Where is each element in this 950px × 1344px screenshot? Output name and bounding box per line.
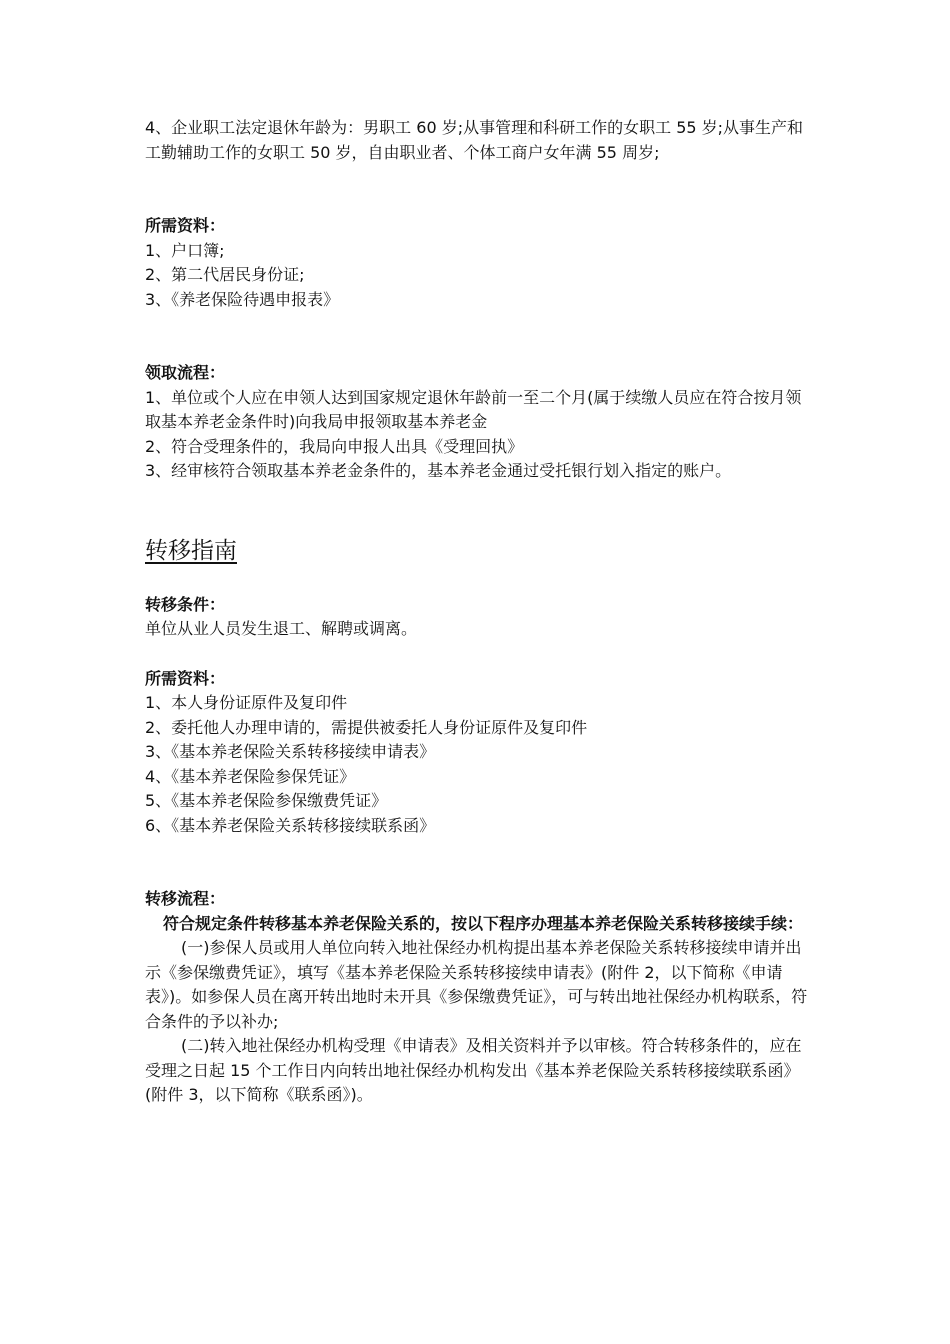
process-step: (一)参保人员或用人单位向转入地社保经办机构提出基本养老保险关系转移接续申请并出示《参保缴费凭证》，填写《基本养老保险关系转移接续申请表》(附件 2，以下简称《申请表》)。如参保人员在离开转出地时未开具《参保缴费凭证》，可与转出地社保经办机构联系，符合条件的予以补办;	[145, 938, 808, 1031]
list-item: 2、第二代居民身份证;	[145, 265, 305, 284]
list-item: 1、单位或个人应在申领人达到国家规定退休年龄前一至二个月(属于续缴人员应在符合按月领取基本养老金条件时)向我局申报领取基本养老金	[145, 387, 802, 431]
list-item: 3、《基本养老保险关系转移接续申请表》	[145, 742, 436, 761]
list-item: 1、本人身份证原件及复印件	[145, 693, 348, 712]
list-item: 3、经审核符合领取基本养老金条件的，基本养老金通过受托银行划入指定的账户。	[145, 461, 732, 480]
process-step: (二)转入地社保经办机构受理《申请表》及相关资料并予以审核。符合转移条件的，应在受理之日起 15 个工作日内向转出地社保经办机构发出《基本养老保险关系转移接续联系函》(附件 3，以下简称《联系函》)。	[145, 1036, 802, 1104]
conditions-heading: 转移条件：	[145, 594, 226, 614]
list-item: 2、符合受理条件的，我局向申报人出具《受理回执》	[145, 436, 524, 456]
list-item: 5、《基本养老保险参保缴费凭证》	[145, 791, 388, 810]
section-title: 转移指南	[145, 537, 237, 564]
list-item: 6、《基本养老保险关系转移接续联系函》	[145, 815, 436, 835]
document-page	[145, 116, 815, 1108]
list-item: 4、《基本养老保险参保凭证》	[145, 766, 356, 786]
process-intro: 符合规定条件转移基本养老保险关系的，按以下程序办理基本养老保险关系转移接续手续：	[163, 913, 804, 933]
conditions-text: 单位从业人员发生退工、解聘或调离。	[145, 619, 418, 638]
list-item: 1、户口簿;	[145, 240, 225, 260]
process-heading: 转移流程：	[145, 889, 226, 908]
materials-heading: 所需资料：	[145, 668, 226, 688]
list-item: 3、《养老保险待遇申报表》	[145, 289, 340, 309]
retirement-age-rule: 4、企业职工法定退休年龄为：男职工 60 岁;从事管理和科研工作的女职工 55 岁;从事生产和工勤辅助工作的女职工 50 岁，自由职业者、个体工商户女年满 55 周岁;	[145, 118, 804, 162]
list-item: 2、委托他人办理申请的，需提供被委托人身份证原件及复印件	[145, 717, 588, 737]
materials-heading: 所需资料：	[145, 216, 226, 235]
process-heading: 领取流程：	[145, 363, 226, 382]
